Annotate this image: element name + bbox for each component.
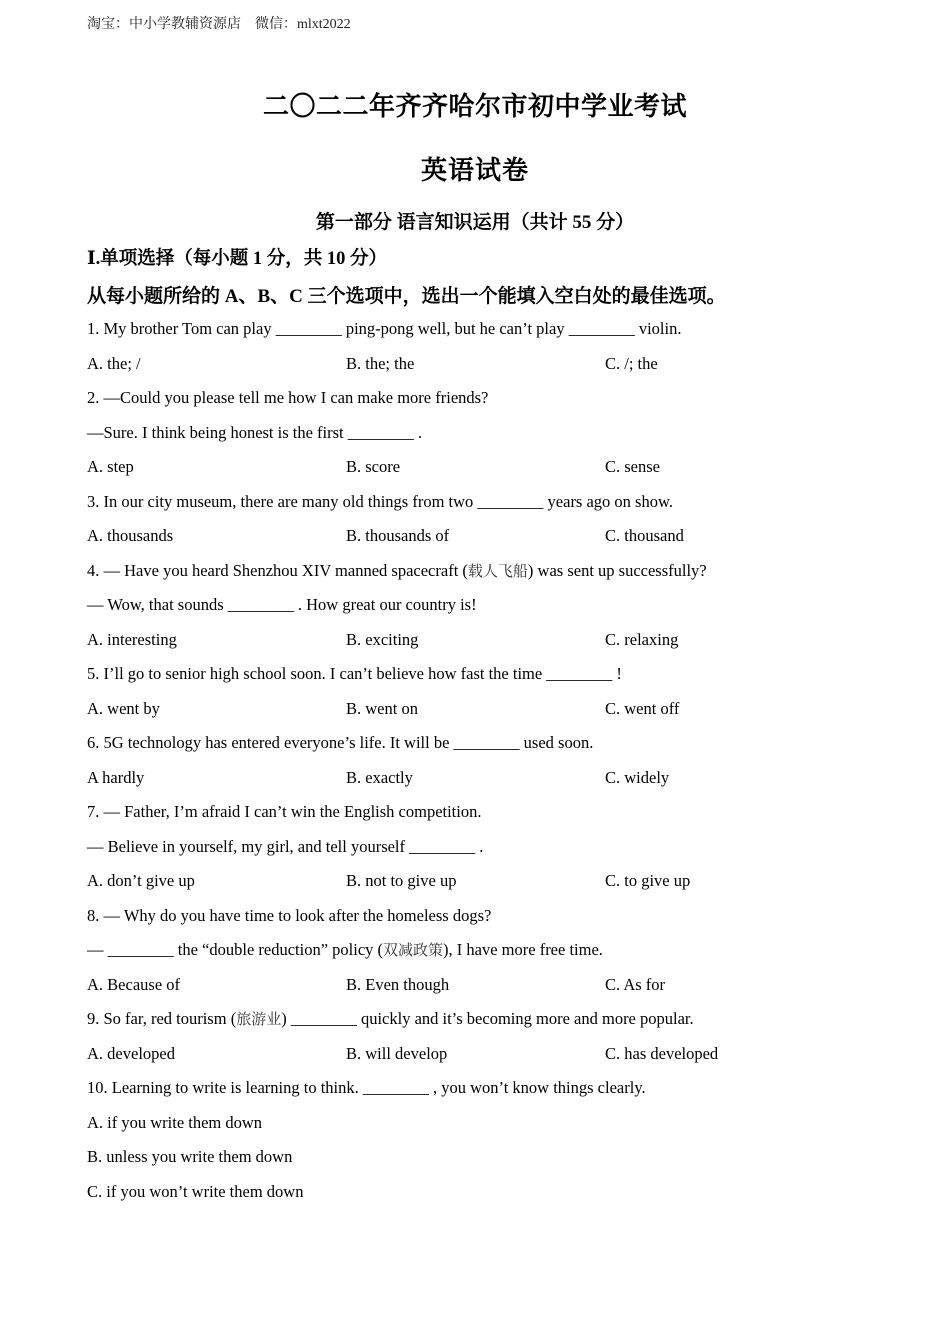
question-stem: 6. 5G technology has entered everyone’s life. It will be ________ used soon.: [87, 733, 594, 752]
option: C. relaxing: [605, 629, 679, 649]
option: B. score: [346, 457, 401, 476]
option: A. if you write them down: [87, 1112, 263, 1132]
exam-title: 二〇二二年齐齐哈尔市初中学业考试: [262, 92, 687, 121]
option: A hardly: [87, 767, 145, 787]
option: A. Because of: [87, 974, 181, 994]
option: C. widely: [605, 767, 670, 787]
option: A. don’t give up: [87, 871, 195, 890]
question-stem: 3. In our city museum, there are many old things from two ________ years ago on show.: [87, 491, 673, 511]
option-row: [87, 456, 887, 491]
option: C. As for: [605, 974, 666, 994]
question-stem: — ________ the “double reduction” policy (双减政策), I have more free time.: [87, 940, 603, 959]
option: B. unless you write them down: [87, 1147, 293, 1166]
option: B. not to give up: [346, 871, 457, 890]
option-row: [87, 629, 887, 664]
question-stem: 2. —Could you please tell me how I can make more friends?: [87, 388, 489, 407]
question-8: [87, 905, 887, 1009]
part-title: 第一部分 语言知识运用（共计 55 分）: [315, 212, 635, 233]
option: A. developed: [87, 1043, 175, 1063]
option: A. thousands: [87, 526, 174, 545]
question-9: [87, 1008, 887, 1077]
option-row: [87, 974, 887, 1009]
option: A. the; /: [87, 353, 141, 373]
option: C. to give up: [605, 871, 691, 890]
question-stem: — Believe in yourself, my girl, and tell yourself ________ .: [87, 836, 484, 856]
option-row: [87, 525, 887, 560]
question-stem: 10. Learning to write is learning to think. ________ , you won’t know things clearly.: [87, 1078, 646, 1097]
option-row: [87, 1043, 887, 1078]
question-stem: 1. My brother Tom can play ________ ping-pong well, but he can’t play ________ violin.: [87, 319, 682, 338]
question-stem: 8. — Why do you have time to look after the homeless dogs?: [87, 905, 492, 925]
question-stem: — Wow, that sounds ________ . How great our country is!: [87, 595, 477, 614]
question-5: [87, 663, 887, 732]
option: B. exciting: [346, 629, 419, 649]
question-list: [87, 318, 887, 1215]
question-4: [87, 560, 887, 664]
question-stem: 9. So far, red tourism (旅游业) ________ quickly and it’s becoming more and more popular.: [87, 1009, 694, 1028]
option: C. if you won’t write them down: [87, 1181, 304, 1201]
question-stem: 5. I’ll go to senior high school soon. I can’t believe how fast the time ________ !: [87, 664, 622, 683]
section-title: Ⅰ.单项选择（每小题 1 分，共 10 分）: [87, 249, 388, 269]
exam-subtitle: 英语试卷: [420, 156, 529, 185]
question-stem: —Sure. I think being honest is the first ________ .: [87, 422, 423, 442]
question-stem: 7. — Father, I’m afraid I can’t win the English competition.: [87, 802, 482, 821]
option: B. the; the: [346, 353, 415, 373]
option: C. sense: [605, 457, 660, 476]
instruction: 从每小题所给的 A、B、C 三个选项中，选出一个能填入空白处的最佳选项。: [87, 286, 726, 307]
option: B. went on: [346, 698, 418, 718]
question-10: [87, 1077, 887, 1215]
option: C. /; the: [605, 353, 658, 373]
option: B. Even though: [346, 974, 450, 994]
question-stem: 4. — Have you heard Shenzhou XIV manned spacecraft (载人飞船) was sent up successfully?: [87, 560, 707, 580]
option: A. interesting: [87, 629, 177, 649]
question-3: [87, 491, 887, 560]
option: A. went by: [87, 698, 160, 718]
question-1: [87, 318, 887, 387]
option-row: [87, 870, 887, 905]
option: C. thousand: [605, 526, 684, 545]
option-row: [87, 767, 887, 802]
option-row: [87, 353, 887, 388]
question-2: [87, 387, 887, 491]
question-7: [87, 801, 887, 905]
header-note: 淘宝：中小学教辅资源店 微信：mlxt2022: [87, 17, 351, 32]
question-6: [87, 732, 887, 801]
option: C. went off: [605, 698, 680, 718]
option: A. step: [87, 457, 134, 476]
option: B. thousands of: [346, 526, 450, 545]
option-row: [87, 698, 887, 733]
option: B. will develop: [346, 1043, 448, 1063]
option: B. exactly: [346, 767, 413, 787]
option: C. has developed: [605, 1043, 719, 1063]
